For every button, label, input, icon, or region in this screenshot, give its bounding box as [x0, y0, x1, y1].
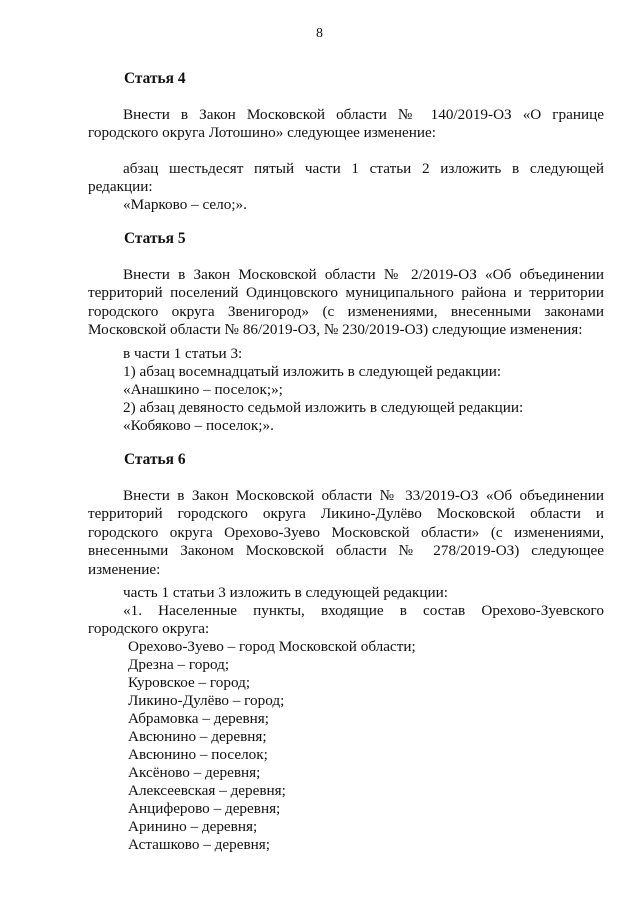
article-6-intro: Внести в Закон Московской области № 33/2019-ОЗ «Об объединении территорий городского округа Ликино-Дулёво Московской области и городского округа Орехово-Зуево Московской области» (с изменениями, внесенными Законом Московской области № 278/2019-ОЗ) следующее изменение:: [88, 487, 604, 578]
article-5-line: «Кобяково – поселок;».: [123, 417, 274, 434]
place-list-item: Куровское – город;: [128, 674, 251, 691]
place-list-item: Алексеевская – деревня;: [128, 782, 286, 799]
article-5-intro: Внести в Закон Московской области № 2/2019-ОЗ «Об объединении территорий поселений Одинцовского муниципального района и территории городского округа Звенигород» (с изменениями, внесенными законами Московской области № 86/2019-ОЗ, № 230/2019-ОЗ) следующие изменения:: [88, 266, 604, 339]
article-5-line: в части 1 статьи 3:: [123, 345, 243, 362]
article-5-heading: Статья 5: [124, 230, 186, 247]
article-4-item: абзац шестьдесят пятый части 1 статьи 2 изложить в следующей редакции:: [88, 160, 604, 196]
article-6-part: часть 1 статьи 3 изложить в следующей редакции:: [123, 584, 449, 601]
place-list-item: Орехово-Зуево – город Московской области;: [128, 638, 416, 655]
place-list-item: Абрамовка – деревня;: [128, 710, 270, 727]
article-4-intro: Внести в Закон Московской области № 140/2019-ОЗ «О границе городского округа Лотошино» следующее изменение:: [88, 106, 604, 142]
place-list-item: Авсюнино – деревня;: [128, 728, 267, 745]
article-5-line: «Анашкино – поселок;»;: [123, 381, 283, 398]
place-list-item: Дрезна – город;: [128, 656, 230, 673]
article-5-line: 2) абзац девяносто седьмой изложить в следующей редакции:: [123, 399, 524, 416]
article-6-item-cont: городского округа:: [88, 620, 210, 637]
place-list-item: Аринино – деревня;: [128, 818, 258, 835]
page-number: 8: [316, 26, 323, 41]
article-4-heading: Статья 4: [124, 70, 186, 87]
article-6-heading: Статья 6: [124, 451, 186, 468]
place-list-item: Анциферово – деревня;: [128, 800, 281, 817]
article-6-item-start: «1. Населенные пункты, входящие в состав Орехово-Зуевского: [123, 602, 604, 619]
article-5-line: 1) абзац восемнадцатый изложить в следующей редакции:: [123, 363, 502, 380]
place-list-item: Авсюнино – поселок;: [128, 746, 268, 763]
article-4-quote: «Марково – село;».: [123, 196, 247, 213]
place-list-item: Ликино-Дулёво – город;: [128, 692, 285, 709]
place-list-item: Асташково – деревня;: [128, 836, 270, 853]
place-list-item: Аксёново – деревня;: [128, 764, 261, 781]
